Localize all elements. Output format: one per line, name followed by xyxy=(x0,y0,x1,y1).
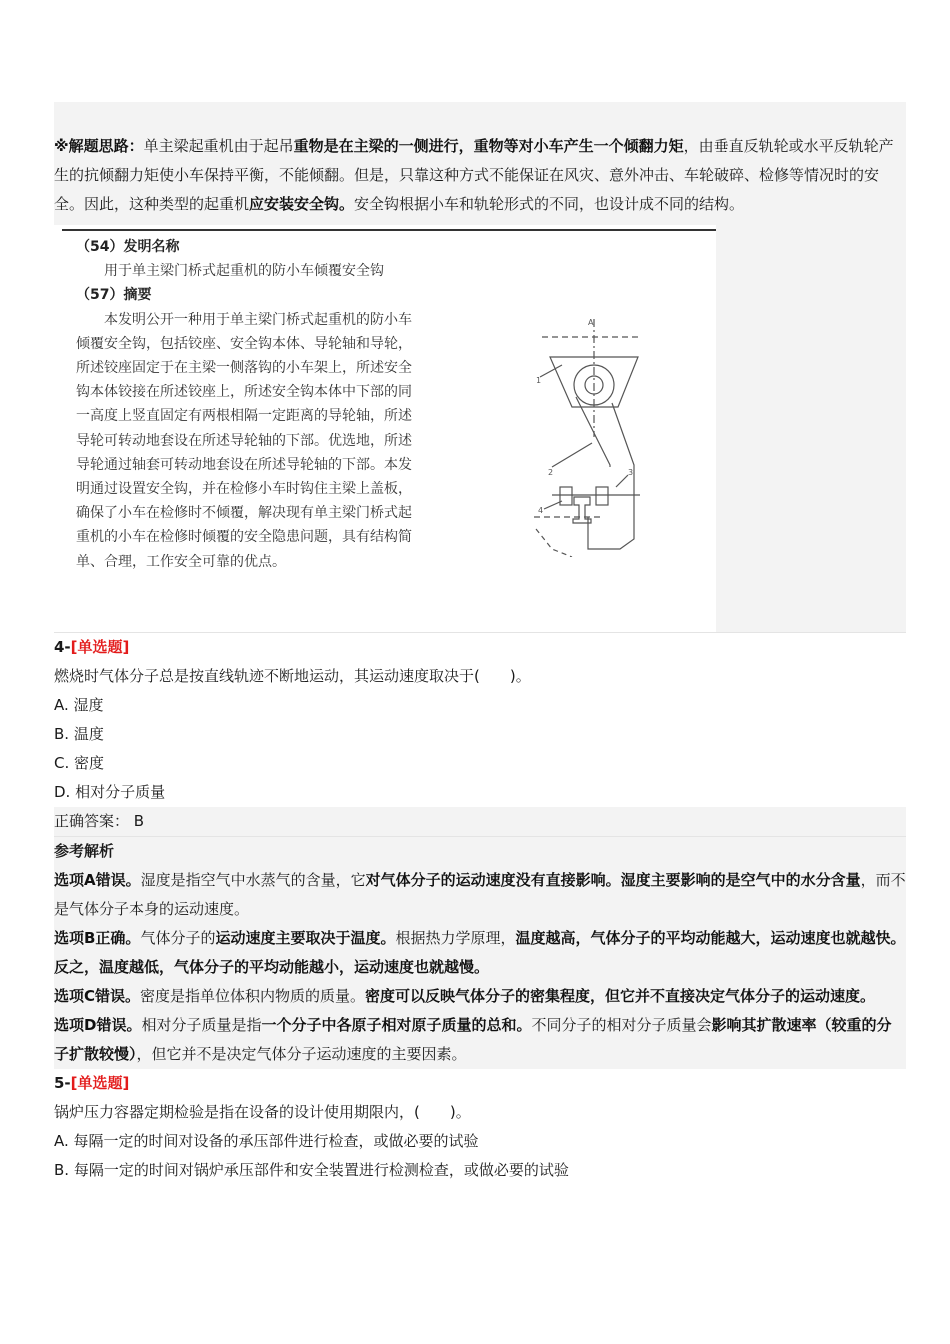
option-b[interactable]: B. 每隔一定的时间对锅炉承压部件和安全装置进行检测检查，或做必要的试验 xyxy=(54,1161,569,1179)
patent-abstract-text: 本发明公开一种用于单主梁门桥式起重机的防小车倾覆安全钩，包括铰座、安全钩本体、导轮轴和导轮，所述铰座固定于在主梁一侧落钩的小车架上，所述安全钩本体铰接在所述铰座上，所述安全钩本体中下部的同一高度上竖直固定有两根相隔一定距离的导轮轴，所述导轮可转动地套设在所述导轮轴的下部。优选地，所述导轮通过轴套可转动地套设在所述导轮轴的下部。本发明通过设置安全钩，并在检修小车时钩住主梁上盖板，确保了小车在检修时不倾覆，解决现有单主梁门桥式起重机的小车在检修时倾覆的安全隐患问题，具有结构简单、合理，工作安全可靠的优点。 xyxy=(76,311,412,570)
body-text: ，而不是气体分子本身的运动速度。 xyxy=(54,871,906,918)
body-text: 密度是指单位体积内物质的质量。 xyxy=(140,987,366,1005)
drawing-leader-4 xyxy=(544,501,562,509)
drawing-guide-wheel-right xyxy=(596,487,608,505)
body-text: 安全钩根据小车和轨轮形式的不同，也设计成不同的结构。 xyxy=(354,195,745,213)
analysis-option-c xyxy=(54,982,906,1011)
body-text: 相对分子质量是指 xyxy=(141,1016,262,1034)
question-stem: 锅炉压力容器定期检验是指在设备的设计使用期限内，( )。 xyxy=(54,1103,471,1121)
question-number: 5- xyxy=(54,1074,71,1092)
question-type-tag: [单选题] xyxy=(70,1074,130,1092)
analysis-title: 参考解析 xyxy=(54,842,115,860)
drawing-guide-wheel-left xyxy=(560,487,572,505)
question-type-tag: [单选题] xyxy=(70,638,130,656)
drawing-rail xyxy=(573,497,591,523)
emphasis-text: 选项A错误。 xyxy=(54,871,141,889)
body-text: 不同分子的相对分子质量会 xyxy=(531,1016,712,1034)
body-text: 湿度是指空气中水蒸气的含量，它 xyxy=(140,871,366,889)
explanation-panel xyxy=(54,102,906,632)
body-text: 单主梁起重机由于起吊 xyxy=(143,137,294,155)
drawing-arc-dashed xyxy=(536,529,572,557)
emphasis-text: 一个分子中各原子相对原子质量的总和。 xyxy=(261,1016,532,1034)
figure-top-rule xyxy=(62,229,716,231)
analysis-option-d xyxy=(54,1011,906,1069)
emphasis-text: 运动速度主要取决于温度。 xyxy=(215,929,396,947)
drawing-label-3: 3 xyxy=(628,468,634,477)
patent-title-heading: （54）发明名称 xyxy=(76,239,180,255)
drawing-label-a: A xyxy=(588,318,594,327)
patent-figure xyxy=(54,225,716,632)
emphasis-text: 应安装安全钩。 xyxy=(249,195,355,213)
answer-label: 正确答案： xyxy=(54,812,130,830)
document-page xyxy=(54,102,906,1185)
drawing-label-2: 2 xyxy=(548,468,554,477)
patent-title-text: 用于单主梁门桥式起重机的防小车倾覆安全钩 xyxy=(104,263,384,280)
body-text: 根据热力学原理， xyxy=(395,929,516,947)
emphasis-text: 对气体分子的运动速度没有直接影响。湿度主要影响的是空气中的水分含量 xyxy=(365,871,861,889)
emphasis-text: 选项B正确。 xyxy=(54,929,141,947)
safety-hook-drawing xyxy=(532,317,672,557)
option-d[interactable]: D. 相对分子质量 xyxy=(54,783,166,801)
answer-value: B xyxy=(133,812,145,830)
drawing-label-1: 1 xyxy=(536,376,542,385)
drawing-leader-3 xyxy=(616,475,628,487)
body-text: 气体分子的 xyxy=(140,929,216,947)
analysis-option-a xyxy=(54,866,906,924)
patent-text xyxy=(76,235,416,574)
option-b[interactable]: B. 温度 xyxy=(54,725,104,743)
drawing-leader-2 xyxy=(552,443,592,467)
question-stem: 燃烧时气体分子总是按直线轨迹不断地运动，其运动速度取决于( )。 xyxy=(54,667,531,685)
body-text: ，由垂直反轨轮或水平反轨轮产生的抗倾翻力矩使小车保持平衡，不能倾翻。但是，只靠这种方式不能保证在风灾、意外冲击、车轮破碎、检修等情况时的安全。因此，这种类型的起重机 xyxy=(54,137,894,213)
question-4 xyxy=(54,633,906,1069)
drawing-label-4: 4 xyxy=(538,506,544,515)
emphasis-text: 选项D错误。 xyxy=(54,1016,142,1034)
explanation-label: ※解题思路： xyxy=(54,137,144,155)
question-4-header xyxy=(54,633,906,662)
emphasis-text: 密度可以反映气体分子的密集程度，但它并不直接决定气体分子的运动速度。 xyxy=(365,987,876,1005)
option-a[interactable]: A. 湿度 xyxy=(54,696,104,714)
option-c[interactable]: C. 密度 xyxy=(54,754,105,772)
explanation-paragraph xyxy=(54,132,906,219)
question-number: 4- xyxy=(54,638,71,656)
emphasis-text: 重物是在主梁的一侧进行，重物等对小车产生一个倾翻力矩 xyxy=(293,137,684,155)
correct-answer-row xyxy=(54,807,906,836)
drawing-leader-1 xyxy=(540,365,562,377)
emphasis-text: 影响其扩散速率（较重的分子扩散较慢） xyxy=(54,1016,892,1063)
analysis-panel xyxy=(54,837,906,1069)
question-5-header xyxy=(54,1069,906,1098)
patent-abstract-heading: （57）摘要 xyxy=(76,287,152,304)
analysis-option-b xyxy=(54,924,906,982)
option-a[interactable]: A. 每隔一定的时间对设备的承压部件进行检查，或做必要的试验 xyxy=(54,1132,479,1150)
question-5 xyxy=(54,1069,906,1185)
emphasis-text: 选项C错误。 xyxy=(54,987,141,1005)
emphasis-text: 温度越高，气体分子的平均动能越大，运动速度也就越快。反之，温度越低，气体分子的平均动能越小，运动速度也就越慢。 xyxy=(54,929,906,976)
body-text: ，但它并不是决定气体分子运动速度的主要因素。 xyxy=(136,1045,467,1063)
